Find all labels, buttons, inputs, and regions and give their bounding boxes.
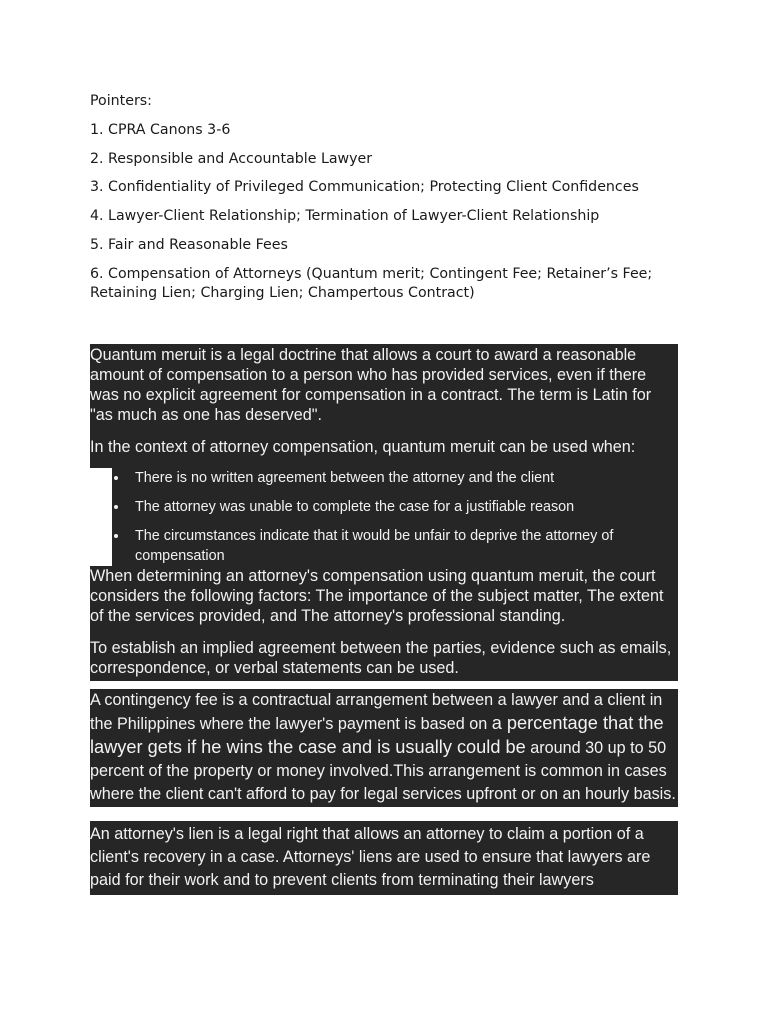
pointer-item-4: 4. Lawyer-Client Relationship; Termination of Lawyer-Client Relationship [90, 208, 600, 225]
bullet-text: There is no written agreement between the attorney and the client [135, 469, 555, 486]
pointer-item-5: 5. Fair and Reasonable Fees [90, 236, 288, 253]
pointer-item-2: 2. Responsible and Accountable Lawyer [90, 150, 373, 167]
pointer-item-3: 3. Confidentiality of Privileged Communication; Protecting Client Confidences [90, 179, 639, 196]
quantum-meruit-factors: When determining an attorney's compensation using quantum meruit, the court considers the following factors: The importance of the subject matter, The extent of the services provided, and The attorney's professional standing. [90, 566, 664, 625]
quantum-meruit-evidence: To establish an implied agreement between the parties, evidence such as emails, correspondence, or verbal statements can be used. [90, 639, 672, 678]
pointers-heading: Pointers: [90, 93, 152, 109]
bullet-text: The circumstances indicate that it would be unfair to deprive the attorney of compensation [135, 527, 614, 564]
contingency-fee-text-2: a percentage that the lawyer gets if he wins the case and is usually could be [90, 712, 664, 758]
pointers-section [90, 92, 680, 303]
pointer-item-6: 6. Compensation of Attorneys (Quantum merit; Contingent Fee; Retainer’s Fee; Retaining Lien; Charging Lien; Champertous Contract) [90, 265, 653, 301]
block-gap [90, 681, 680, 689]
bullet-icon [114, 476, 118, 480]
contingency-fee-text-3: around 30 up to 50 percent of the property or money involved.This arrangement is common in cases where the client can't afford to pay for legal services upfront or on an hourly basis. [90, 739, 676, 804]
contingency-fee-block [90, 689, 678, 807]
document-body [90, 92, 680, 895]
bullet-icon [114, 505, 118, 509]
quantum-meruit-context: In the context of attorney compensation, quantum meruit can be used when: [90, 438, 636, 457]
bullet-icon [114, 534, 118, 538]
quantum-meruit-block [90, 344, 678, 681]
list-item [90, 526, 678, 566]
quantum-meruit-definition: Quantum meruit is a legal doctrine that allows a court to award a reasonable amount of compensation to a person who has provided services, even if there was no explicit agreement for compensation in a contract. The term is Latin for "as much as one has deserved". [90, 345, 652, 425]
attorneys-lien-block [90, 821, 678, 895]
section-spacer [90, 314, 680, 344]
quantum-meruit-bullet-list [90, 468, 678, 566]
list-item [90, 497, 678, 517]
list-item [90, 468, 678, 488]
attorneys-lien-paragraph: An attorney's lien is a legal right that allows an attorney to claim a portion of a client's recovery in a case. Attorneys' liens are used to ensure that lawyers are paid for their work and to prevent clients from terminating their lawyers [90, 824, 651, 889]
contingency-fee-paragraph [90, 689, 678, 807]
bullet-text: The attorney was unable to complete the case for a justifiable reason [135, 498, 575, 515]
pointer-item-1: 1. CPRA Canons 3-6 [90, 121, 231, 138]
block-gap [90, 807, 680, 821]
contingency-fee-text-1: A contingency fee is a contractual arrangement between a lawyer and a client in the Philippines where the lawyer's payment is based on [90, 690, 663, 733]
